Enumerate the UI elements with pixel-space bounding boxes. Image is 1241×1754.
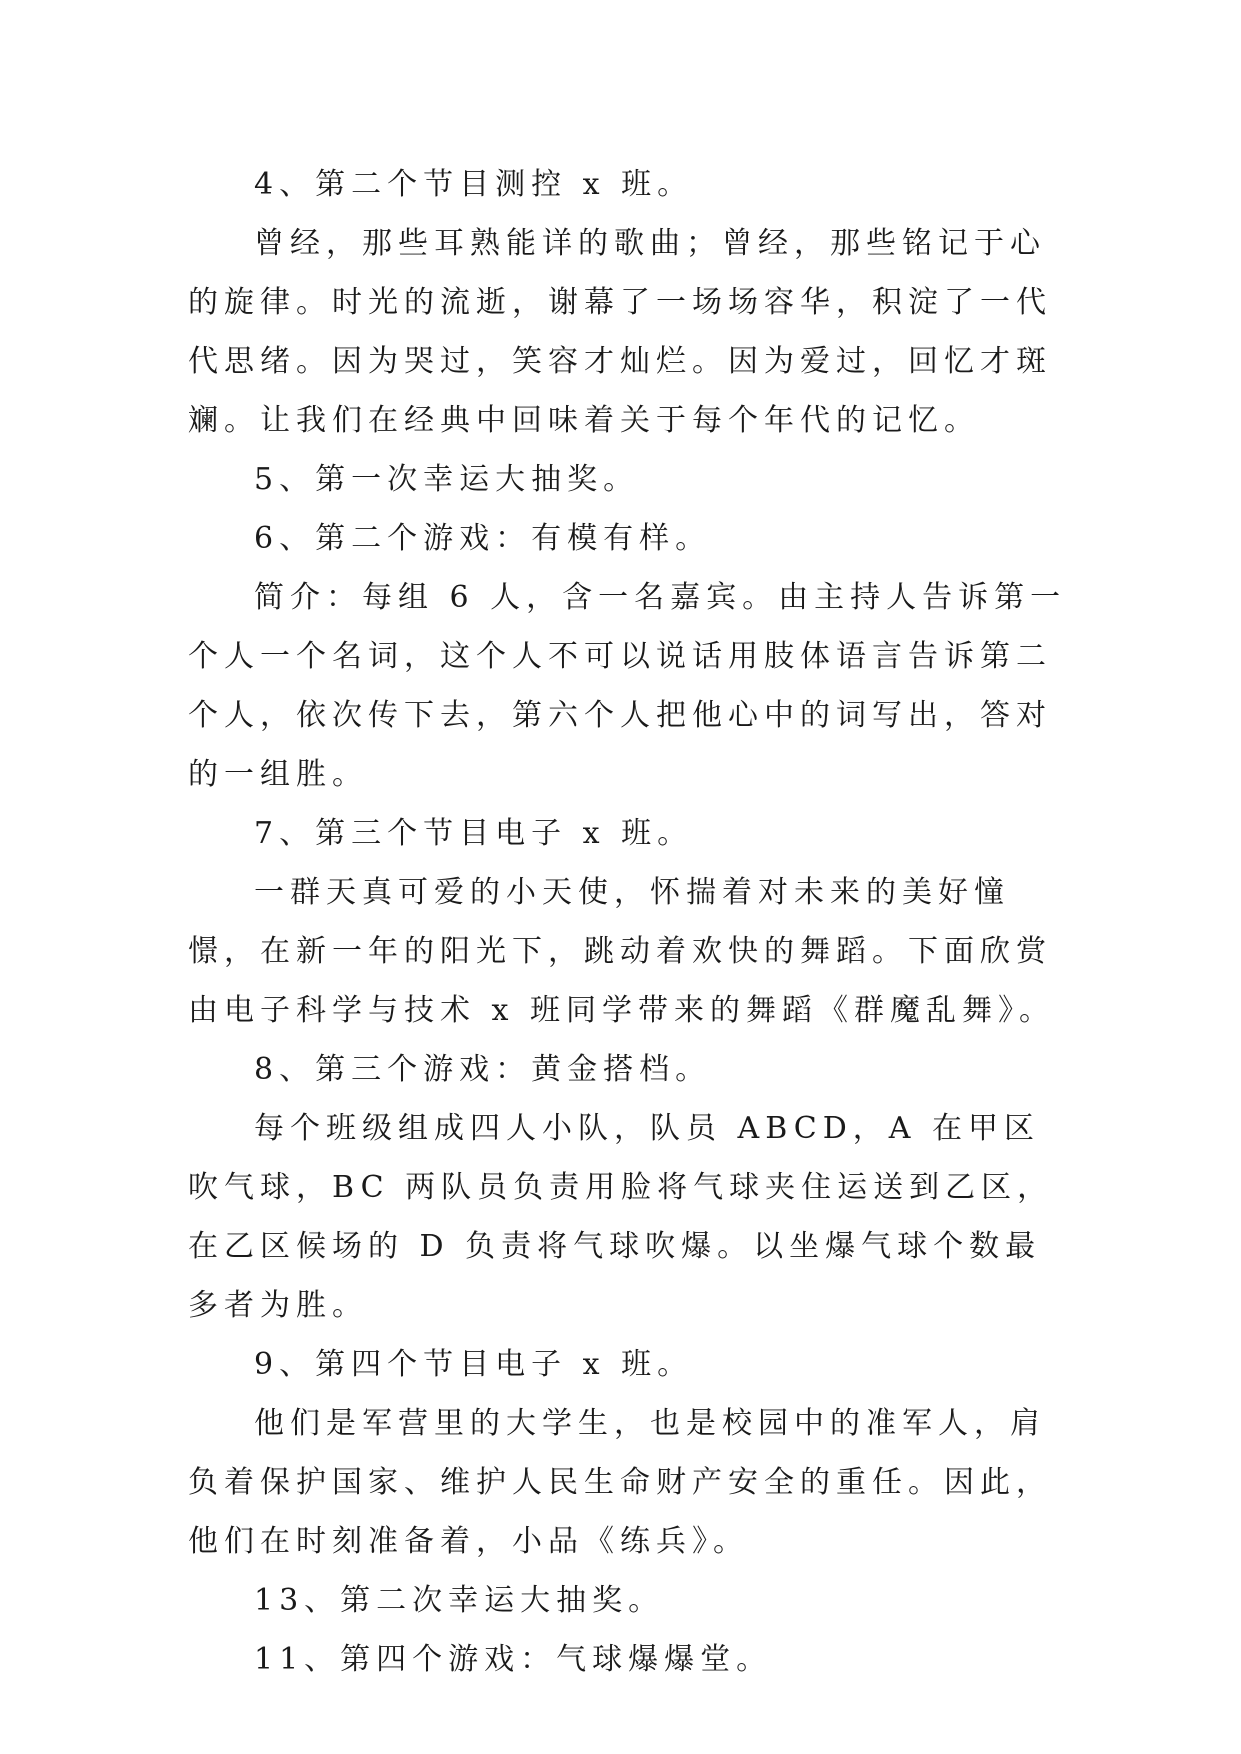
paragraph-game-rules-1: 简介：每组 6 人，含一名嘉宾。由主持人告诉第一个人一个名词，这个人不可以说话用肢体语言告诉第二个人，依次传下去，第六个人把他心中的词写出，答对的一组胜。 <box>188 580 1067 792</box>
document-body <box>188 155 1068 1689</box>
program-item-9: 9、第四个节目电子 x 班。 <box>254 1347 694 1382</box>
program-item-5: 5、第一次幸运大抽奖。 <box>254 462 640 497</box>
paragraph-dance-intro: 一群天真可爱的小天使，怀揣着对未来的美好憧憬，在新一年的阳光下，跳动着欢快的舞蹈。下面欣赏由电子科学与技术 x 班同学带来的舞蹈《群魔乱舞》。 <box>188 875 1055 1028</box>
program-item-11: 11、第四个游戏：气球爆爆堂。 <box>254 1642 773 1677</box>
paragraph-skit-intro: 他们是军营里的大学生，也是校园中的准军人，肩负着保护国家、维护人民生命财产安全的重任。因此，他们在时刻准备着，小品《练兵》。 <box>188 1406 1052 1559</box>
program-item-7: 7、第三个节目电子 x 班。 <box>254 816 694 851</box>
paragraph-game-rules-2: 每个班级组成四人小队，队员 ABCD，A 在甲区吹气球，BC 两队员负责用脸将气球夹住运送到乙区，在乙区候场的 D 负责将气球吹爆。以坐爆气球个数最多者为胜。 <box>188 1111 1054 1323</box>
program-item-6: 6、第二个游戏：有模有样。 <box>254 521 712 556</box>
program-item-4: 4、第二个节目测控 x 班。 <box>254 167 694 202</box>
program-item-8: 8、第三个游戏：黄金搭档。 <box>254 1052 712 1087</box>
paragraph-classic-songs: 曾经，那些耳熟能详的歌曲；曾经，那些铭记于心的旋律。时光的流逝，谢幕了一场场容华，积淀了一代代思绪。因为哭过，笑容才灿烂。因为爱过，回忆才斑斓。让我们在经典中回味着关于每个年代的记忆。 <box>188 226 1052 438</box>
program-item-13: 13、第二次幸运大抽奖。 <box>254 1583 665 1618</box>
